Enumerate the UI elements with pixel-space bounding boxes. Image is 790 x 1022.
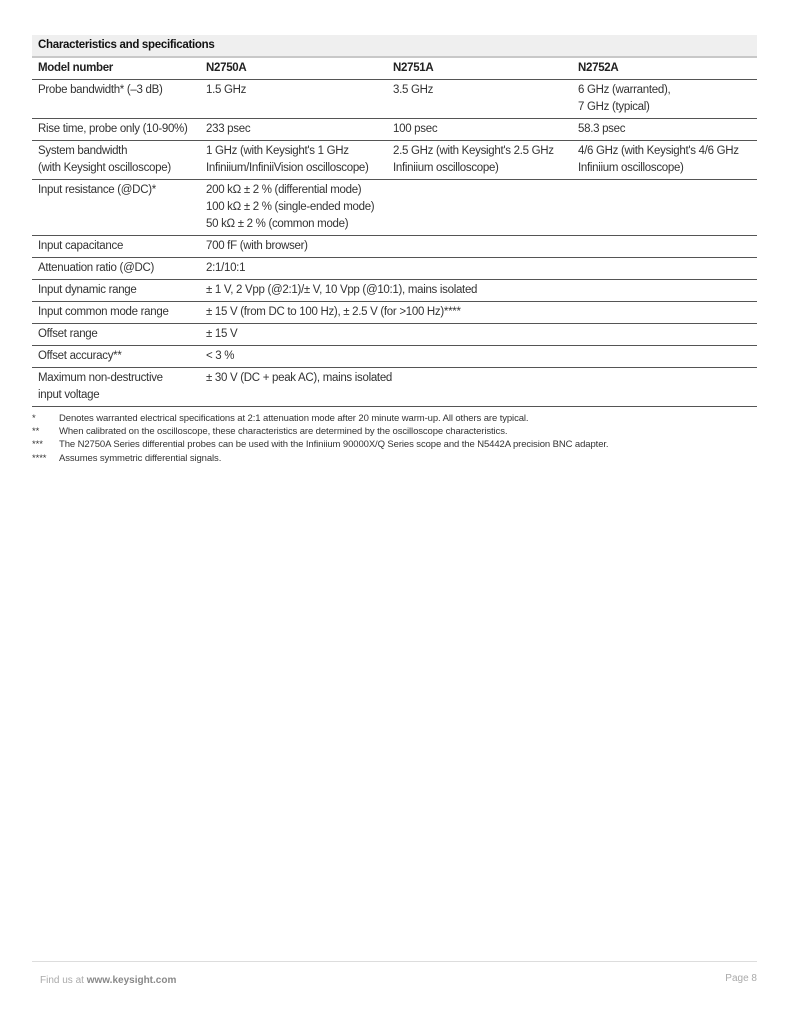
table-row [32, 258, 757, 280]
footer-text [40, 975, 176, 986]
table-cell: Probe bandwidth* (–3 dB) [32, 80, 200, 119]
footnote-mark: * [32, 413, 36, 424]
table-cell: 233 psec [200, 119, 387, 141]
table-cell: Attenuation ratio (@DC) [32, 258, 200, 280]
table-cell: Rise time, probe only (10-90%) [32, 119, 200, 141]
table-cell: ± 15 V [200, 324, 757, 346]
table-cell: 3.5 GHz [387, 80, 572, 119]
table-cell: 2.5 GHz (with Keysight's 2.5 GHz Infiniium oscilloscope) [387, 141, 572, 180]
footer-divider [32, 961, 757, 962]
footnote-mark: **** [32, 452, 47, 464]
table-cell: System bandwidth (with Keysight oscilloscope) [32, 141, 200, 180]
table-cell: 2:1/10:1 [200, 258, 757, 280]
header-cell: N2752A [572, 57, 757, 80]
table-cell: Input dynamic range [32, 280, 200, 302]
table-cell: 1 GHz (with Keysight's 1 GHz Infiniium/InfiniiVision oscilloscope) [200, 141, 387, 180]
table-cell: < 3 % [200, 346, 757, 368]
footnote-text: Denotes warranted electrical specifications at 2:1 attenuation mode after 20 minute warm-up. All others are typical. [59, 413, 529, 424]
page-number: Page 8 [725, 973, 757, 984]
table-cell: 100 psec [387, 119, 572, 141]
header-cell: Model number [32, 57, 200, 80]
table-row [32, 236, 757, 258]
header-cell: N2751A [387, 57, 572, 80]
table-row [32, 346, 757, 368]
header-row [32, 57, 757, 80]
table-cell: Offset accuracy** [32, 346, 200, 368]
table-cell: 6 GHz (warranted), 7 GHz (typical) [572, 80, 757, 119]
table-title: Characteristics and specifications [32, 35, 757, 57]
footnote [32, 438, 757, 451]
table-cell: 4/6 GHz (with Keysight's 4/6 GHz Infiniium oscilloscope) [572, 141, 757, 180]
footnote [32, 452, 757, 465]
header-cell: N2750A [200, 57, 387, 80]
table-row [32, 324, 757, 346]
table-cell: 700 fF (with browser) [200, 236, 757, 258]
table-row [32, 302, 757, 324]
table-cell: 1.5 GHz [200, 80, 387, 119]
footnote [32, 412, 757, 425]
footnote-text: Assumes symmetric differential signals. [59, 452, 222, 464]
footer-prefix: Find us at [40, 975, 87, 986]
footnote-text: When calibrated on the oscilloscope, these characteristics are determined by the oscilloscope characteristics. [59, 426, 508, 438]
table-cell: Input resistance (@DC)* [32, 180, 200, 236]
footnote [32, 425, 757, 438]
table-row [32, 80, 757, 119]
footnotes [32, 412, 757, 465]
website-link[interactable]: www.keysight.com [86, 975, 177, 986]
table-cell: Input common mode range [32, 302, 200, 324]
footnote-text: The N2750A Series differential probes can be used with the Infiniium 90000X/Q Series scope and the N5442A precision BNC adapter. [59, 439, 609, 451]
table-row [32, 368, 757, 407]
footnote-mark: *** [32, 439, 43, 451]
table-cell: ± 1 V, 2 Vpp (@2:1)/± V, 10 Vpp (@10:1), mains isolated [200, 280, 757, 302]
table-cell: 200 kΩ ± 2 % (differential mode) 100 kΩ ± 2 % (single-ended mode) 50 kΩ ± 2 % (common mode) [200, 180, 757, 236]
table-cell: Maximum non-destructive input voltage [32, 368, 200, 407]
table-row [32, 119, 757, 141]
table-row [32, 141, 757, 180]
page-content [32, 35, 757, 465]
specifications-table [32, 35, 757, 407]
table-cell: ± 15 V (from DC to 100 Hz), ± 2.5 V (for >100 Hz)**** [200, 302, 757, 324]
table-cell: ± 30 V (DC + peak AC), mains isolated [200, 368, 757, 407]
table-row [32, 280, 757, 302]
table-cell: 58.3 psec [572, 119, 757, 141]
table-row [32, 180, 757, 236]
table-cell: Offset range [32, 324, 200, 346]
table-cell: Input capacitance [32, 236, 200, 258]
footnote-mark: ** [32, 426, 40, 438]
